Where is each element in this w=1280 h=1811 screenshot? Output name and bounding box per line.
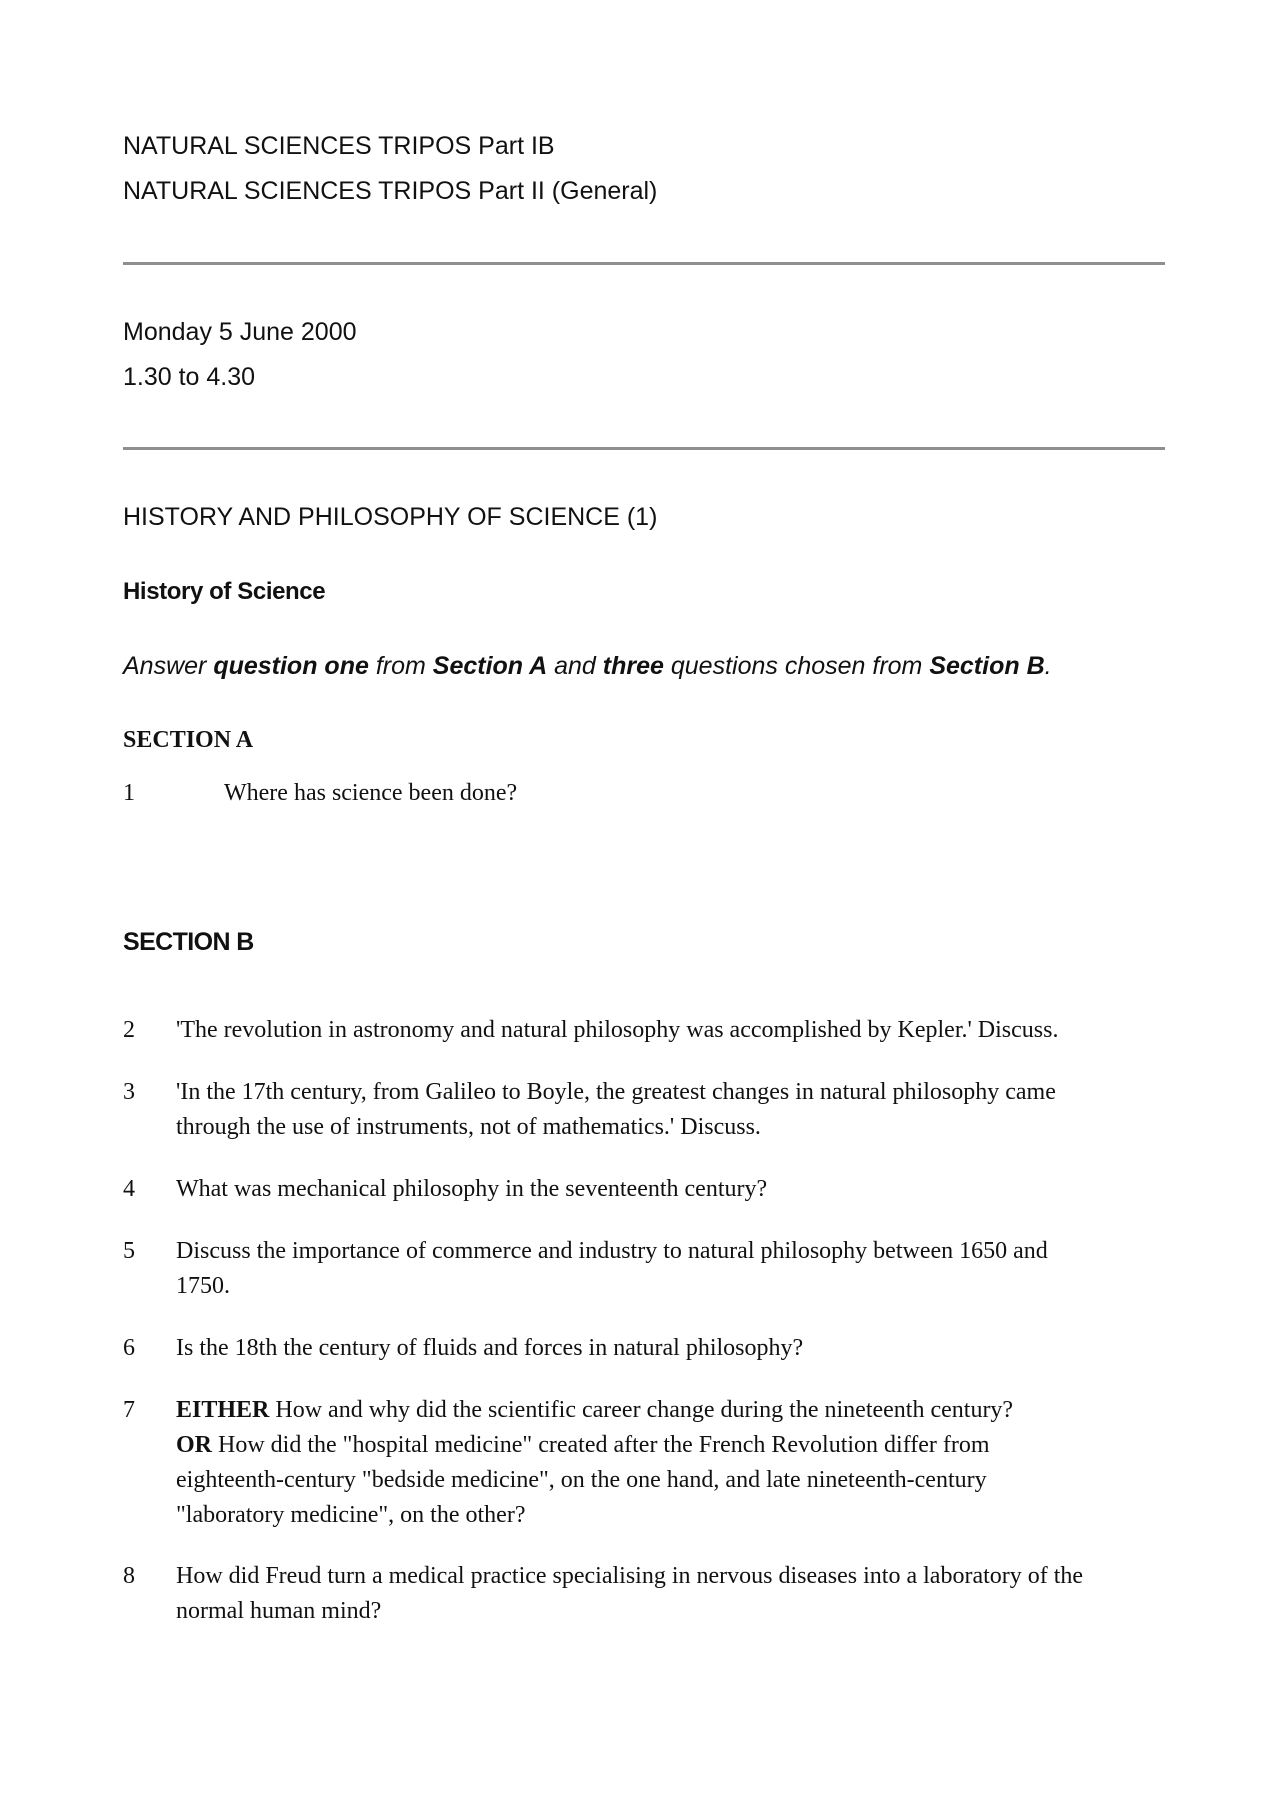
question-text-line-2: 1750. bbox=[176, 1273, 230, 1299]
question-text-line-1: Discuss the importance of commerce and industry to natural philosophy between 1650 and bbox=[176, 1238, 1048, 1264]
either-label: EITHER bbox=[176, 1397, 270, 1423]
or-text-line-2: eighteenth-century "bedside medicine", on the one hand, and late nineteenth-century bbox=[176, 1467, 987, 1493]
either-text: How and why did the scientific career change during the nineteenth century? bbox=[269, 1397, 1014, 1423]
or-text-line-1: How did the "hospital medicine" created after the French Revolution differ from bbox=[212, 1432, 990, 1458]
paper-title: HISTORY AND PHILOSOPHY OF SCIENCE (1) bbox=[123, 503, 658, 531]
instr-section-b: Section B bbox=[929, 652, 1045, 680]
instr-questions-chosen-from: questions chosen from bbox=[663, 652, 930, 680]
question-text: Is the 18th the century of fluids and forces in natural philosophy? bbox=[176, 1335, 804, 1361]
question-text-line-2: normal human mind? bbox=[176, 1598, 382, 1624]
question-7-or bbox=[176, 1428, 1176, 1463]
instr-and: and bbox=[547, 652, 603, 680]
section-a-heading: SECTION A bbox=[123, 727, 254, 753]
question-8 bbox=[123, 1559, 1173, 1629]
question-number: 3 bbox=[123, 1079, 135, 1105]
tripos-part-ii-general: NATURAL SCIENCES TRIPOS Part II (General) bbox=[123, 177, 658, 205]
instr-answer: Answer bbox=[123, 652, 214, 680]
or-label: OR bbox=[176, 1432, 212, 1458]
tripos-part-ib: NATURAL SCIENCES TRIPOS Part IB bbox=[123, 132, 555, 160]
question-number: 4 bbox=[123, 1176, 135, 1202]
instr-from: from bbox=[368, 652, 433, 680]
question-5 bbox=[123, 1234, 1173, 1304]
question-text: What was mechanical philosophy in the seventeenth century? bbox=[176, 1176, 768, 1202]
question-number: 5 bbox=[123, 1238, 135, 1264]
divider-bottom bbox=[123, 447, 1165, 450]
or-text-line-3: "laboratory medicine", on the other? bbox=[176, 1502, 526, 1528]
instr-three: three bbox=[602, 652, 664, 680]
question-number: 2 bbox=[123, 1017, 135, 1043]
exam-time: 1.30 to 4.30 bbox=[123, 363, 256, 391]
question-number: 1 bbox=[123, 780, 135, 806]
question-3 bbox=[123, 1075, 1173, 1145]
instr-question-one: question one bbox=[213, 652, 369, 680]
instructions bbox=[123, 652, 1052, 681]
instr-period: . bbox=[1044, 652, 1052, 680]
question-7-either bbox=[176, 1393, 1176, 1428]
question-number: 7 bbox=[123, 1397, 135, 1423]
question-text-line-2: through the use of instruments, not of mathematics.' Discuss. bbox=[176, 1114, 761, 1140]
instr-section-a: Section A bbox=[432, 652, 548, 680]
question-number: 6 bbox=[123, 1335, 135, 1361]
question-text-line-1: How did Freud turn a medical practice specialising in nervous diseases into a laboratory of the bbox=[176, 1563, 1084, 1589]
divider-top bbox=[123, 262, 1165, 265]
exam-date: Monday 5 June 2000 bbox=[123, 318, 357, 346]
section-b-heading: SECTION B bbox=[123, 928, 254, 956]
question-text: Where has science been done? bbox=[224, 780, 518, 806]
question-text-line-1: 'In the 17th century, from Galileo to Boyle, the greatest changes in natural philosophy came bbox=[176, 1079, 1056, 1105]
paper-subtitle: History of Science bbox=[123, 578, 326, 605]
question-text: 'The revolution in astronomy and natural philosophy was accomplished by Kepler.' Discuss. bbox=[176, 1017, 1059, 1043]
question-number: 8 bbox=[123, 1563, 135, 1589]
question-7 bbox=[123, 1393, 1173, 1533]
